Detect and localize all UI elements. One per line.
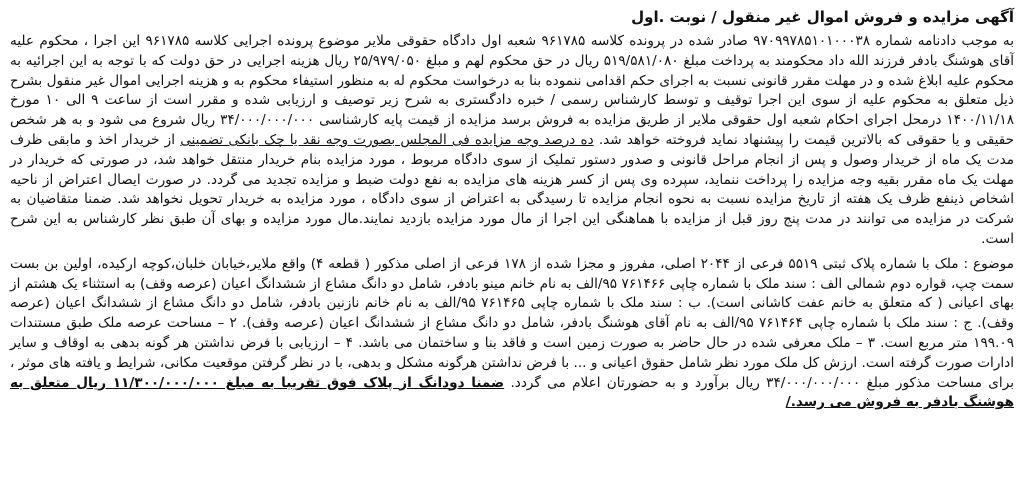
notice-paragraph-auction-terms bbox=[10, 32, 1014, 250]
notice-title: آگهی مزایده و فروش اموال غیر منقول / نوبت .اول bbox=[631, 8, 1014, 26]
terms-text-before: به موجب دادنامه شماره ۹۷۰۹۹۷۸۵۱۰۱۰۰۰۳۸ صادر شده در پرونده کلاسه ۹۶۱۷۸۵ شعبه اول دادگاه حقوقی ملایر موضوع پرونده اجرایی کلاسه ۹۶۱۷۸۵ این اجرا ، محکوم علیه آقای هوشنگ بادفر فرزند الله داد محکومند به پرداخت مبلغ ۵۱۹/۵۸۱/۰۸۰ ریال در حق محکوم لهم و مبلغ ۲۵/۹۷۹/۰۵۰ ریال هزینه اجرایی در حق دولت که با توجه به این اجرائیه به محکوم علیه ابلاغ شده و در مهلت مقرر قانونی نسبت به اجرای حکم اقدامی ننموده بنا به درخواست محکوم له به منظور استیفاء محکوم به و هزینه اجرایی اموال غیر منقول بشرح ذیل متعلق به محکوم علیه از سوی این اجرا توقیف و توسط کارشناس رسمی / خبره دادگستری به شرح زیر توصیف و ارزیابی شده و مقرر است از ساعت ۹ الی ۱۰ مورخ ۱۴۰۰/۱۱/۱۸ درمحل اجرای احکام شعبه اول حقوقی ملایر از طریق مزایده به فروش برسد مزایده از قیمت پایه کارشناسی ۳۴/۰۰۰/۰۰۰/۰۰۰ ریال شروع می شود و به هر شخص حقیقی و یا حقوقی که بالاترین قیمت را پیشنهاد نماید فروخته خواهد شد. bbox=[10, 33, 1014, 148]
deposit-condition-underlined: ده درصد وجه مزایده فی المجلس بصورت وجه نقد یا چک بانکی تضمینی bbox=[180, 131, 594, 148]
property-text-before: موضوع : ملک با شماره پلاک ثبتی ۵۵۱۹ فرعی از ۲۰۴۴ اصلی، مفروز و مجزا شده از ۱۷۸ فرعی از اصلی مذکور ( قطعه ۴) واقع ملایر،خیابان خلبان،کوچه ارکیده، اولین بن بست سمت چپ، قواره دوم شمالی الف : سند ملک با شماره چاپی ۷۶۱۴۶۶ ۹۵/الف به نام خانم مینو بادفر، شامل دو دانگ مشاع از ششدانگ اعیان (عرصه وقف) به استثناء یک هشتم از بهای اعیانی ( که متعلق به خانم عفت کاشانی است). ب : سند ملک با شماره چاپی ۷۶۱۴۶۵ ۹۵/الف به نام خانم نازنین بادفر، شامل دو دانگ مشاع از ششدانگ اعیان (عرصه وقف). ج : سند ملک با شماره چاپی ۷۶۱۴۶۴ ۹۵/الف به نام آقای هوشنگ بادفر، شامل دو دانگ مشاع از ششدانگ اعیان (عرصه وقف). ۲ – مساحت عرصه ملک طبق مستندات ۱۹۹.۰۹ متر مربع است. ۳ – ملک معرفی شده در حال حاضر به صورت زمین است و فاقد بنا و ساختمان می باشد. ۴ – ارزیابی با فرض نداشتن هر گونه بدهی به اوقاف و سایر ادارات صورت گرفته است. ارزش کل ملک مورد نظر شامل حقوق اعیانی و ... با فرض نداشتن هرگونه مشکل و بدهی، با در نظر گرفتن موقعیت مکانی، شرایط و یافته های موثر ، برای مساحت مذکور مبلغ ۳۴/۰۰۰/۰۰۰/۰۰۰ ریال برآورد و به حضورتان اعلام می گردد. bbox=[10, 255, 1014, 391]
share-sale-emphasis: ضمنا دودانگ از پلاک فوق تقریبا به مبلغ ۱۱/۳۰۰/۰۰۰/۰۰۰ ریال متعلق به هوشنگ بادفر به فروش می رسد./ bbox=[10, 374, 1014, 411]
notice-paragraph-property-description bbox=[10, 255, 1014, 413]
terms-text-after: از خریدار اخذ و مابقی ظرف مدت یک ماه از خریدار وصول و پس از انجام مراحل قانونی و صدور دستور تملیک از سوی دادگاه مربوط ، مورد مزایده بنام خریدار منتقل خواهد شد، در صورتی که خریدار در مهلت یک ماه مقرر بقیه وجه مزایده را پرداخت ننماید، سپرده وی پس از کسر هزینه های مزایده به نفع دولت ضبط و مزایده تجدید می گردد. در صورت ایصال اعتراض از ناحیه اشخاص ذینفع ظرف یک هفته از تاریخ مزایده نسبت به نحوه انجام مزایده تا رسیدگی به اعتراض از سوی دادگاه ، مورد مزایده به خریدار تحویل نخواهد شد. ضمنا متقاضیان به شرکت در مزایده می توانند در مدت پنج روز قبل از مزایده با هماهنگی این اجرا از مال مورد مزایده بازدید نمایند.مال مورد مزایده و بهای آن طبق نظر کارشناس به این شرح است. bbox=[10, 131, 1014, 247]
